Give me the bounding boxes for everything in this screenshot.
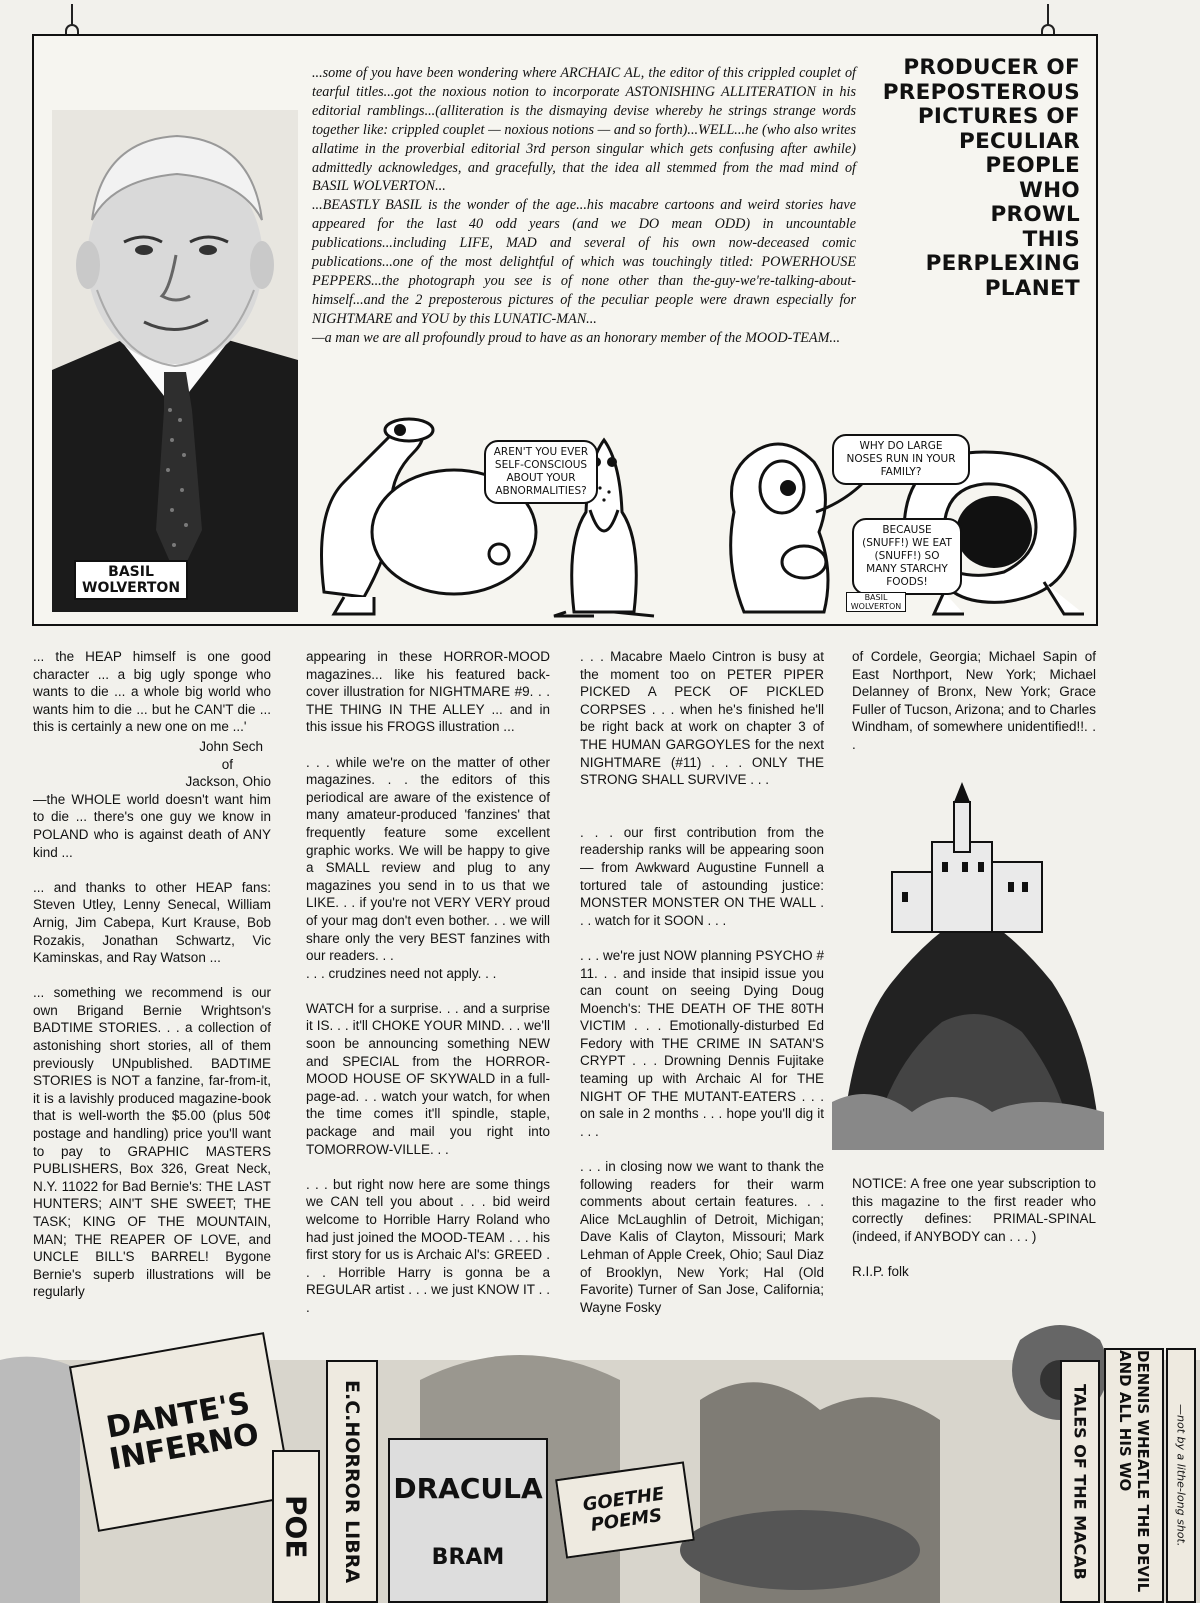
castle-on-cliff-illustration [832,782,1104,1150]
hanger-hook-right [1041,4,1055,34]
notice-paragraph: NOTICE: A free one year subscription to this magazine to the first reader who correctly defines: PRIMAL-SPINAL (indeed, if ANYBODY can . . . ) [852,1176,1096,1244]
cartoon-creatures [304,392,1094,618]
text-column-4 [852,648,1096,771]
intro-paragraph: ...some of you have been wondering where ARCHAIC AL, the editor of this crippled couplet of tearful titles...got the noxious notion to incorporate ASTONISHING ALLITERATION in his editorial ramblings...(alliteration is the dismaying devise whereby he strings strange words together like: crippled couplet — noxious notions — and so forth)...WELL...he (who also writes allatime in the proverbial editorial 3rd person singular which gets confusing after awhile) admittedly acknowledges, and gracefully, that the idea all stemmed from the mad mind of BASIL WOLVERTON... [312,65,856,195]
wolverton-cartoon [304,392,1094,618]
book-poe: POE [272,1450,320,1603]
feature-headline: PRODUCER OF PREPOSTEROUS PICTURES OF PECULIAR PEOPLE WHO PROWL THIS PERPLEXING PLANET [882,55,1080,301]
column-paragraph: . . . Macabre Maelo Cintron is busy at the moment too on PETER PIPER PICKED A PECK OF PICKLED CORPSES . . . when he's finished he'll be right back at work on chapter 3 of THE HUMAN GARGOYLES for the next NIGHTMARE (#11) . . . ONLY THE STRONG SHALL SURVIVE . . . [580,649,824,788]
text-column-2 [306,648,550,1334]
text-column-3 [580,648,824,1334]
column-paragraph: . . . our first contribution from the readership ranks will be appearing soon — from Awkward Augustine Funnell a tortured tale of astounding justice: MONSTER MONSTER ON THE WALL . . . watch for it SOON . . . [580,824,824,928]
text-column-4-lower [852,1175,1096,1298]
column-paragraph: . . . we're just NOW planning PSYCHO # 11. . . and inside that insipid issue you can count on seeing Dying Doug Moench's: THE DEATH OF THE 80TH VICTIM . . . Emotionally-disturbed Ed Fedory with THE CRIME IN SATAN'S CRYPT . . . Drowning Dennis Fujitake teaming up with Archaic Al for THE NIGHT OF THE MUTANT-EATERS . . . on sale in 2 months . . . hope you'll dig it . . . [580,947,824,1139]
intro-paragraph: ...BEASTLY BASIL is the wonder of the age...his macabre cartoons and weird stories have appeared for the last 40 odd years (and we DO mean ODD) in uncountable publications...including LIFE, MAD and several of his own now-deceased comic publications...one of the most delightful of which was touchingly titled: POWERHOUSE PEPPERS...the photograph you see is of none other than the-guy-we're-talking-about-himself...and the 2 preposterous pictures of the peculiar people were drawn especially for NIGHTMARE and YOU by this LUNATIC-MAN... [312,197,856,327]
photo-signature-label: BASIL WOLVERTON [74,560,188,600]
book-dantes-inferno: DANTE'S INFERNO [69,1332,293,1532]
thanks-paragraph: ... and thanks to other HEAP fans: Steven Utley, Lenny Senecal, William Arnig, Jim Cabepa, Kurt Krause, Bob Rozakis, Jonathan Schwartz, Vic Kaminskas, and Ray Watson ... [33,879,271,966]
bookshelf-illustration [0,1320,1200,1603]
letter-signature-place: Jackson, Ohio [185,774,271,790]
column-paragraph: appearing in these HORROR-MOOD magazines... like his featured back-cover illustration for NIGHTMARE #9. . . THE THING IN THE ALLEY ... and in this issue his FROGS illustration ... [306,649,550,735]
editor-reply: —the WHOLE world doesn't want him to die ... there's one guy we know in POLAND who is against death of ANY kind ... [33,791,271,860]
book-dracula: DRACULA BRAM [388,1438,548,1603]
column-paragraph: . . . crudzines need not apply. . . [306,965,497,981]
intro-text [312,64,856,348]
column-paragraph: . . . while we're on the matter of other magazines. . . the editors of this periodical are aware of the existence of many amateur-produced 'fanzines' that frequently feature some excellent graphic works. We will be happy to give a SMALL review and plug to any magazines you send in to us that we LIKE. . . if you're not VERY VERY proud of your mag don't even bother. . . we will share only the very BEST fanzines with our readers. . . [306,754,550,964]
column-paragraph: . . . but right now here are some things we CAN tell you about . . . bid weird welcome to Horrible Harry Roland who had just joined the MOOD-TEAM . . . his first story for us is Archaic Al's: GREED . . . Horrible Harry is gonna be a REGULAR artist . . . we just KNOW IT . . . [306,1176,550,1315]
text-column-1 [33,648,271,1319]
book-dennis-wheatley: DENNIS WHEATLE THE DEVIL AND ALL HIS WO [1104,1348,1164,1603]
book-tales-of-the-macabre: TALES OF THE MACAB [1060,1360,1100,1603]
letter-signature-name: John Sech [199,738,263,754]
portrait-illustration [52,110,298,612]
book-ec-horror-library: E.C.HORROR LIBRA [326,1360,378,1603]
editorial-feature-box [32,34,1098,626]
letter-signature-of: of [221,756,233,772]
column-paragraph: . . . in closing now we want to thank the following readers for their warm comments about certain features. . . Alice McLaughlin of Detroit, Michigan; Dave Kalis of Clayton, Missouri; Mark Lehman of Apple Creek, Ohio; Saul Diaz of Brooklyn, New York; Hal (Old Favorite) Turner of San Jose, California; Wayne Fosky [580,1159,824,1315]
hanger-hook-left [65,4,79,34]
portrait-photo [52,110,298,612]
recommendation-paragraph: ... something we recommend is our own Brigand Bernie Wrightson's BADTIME STORIES. . . a collection of astonishing short stories, all of them previously UNpublished. BADTIME STORIES is NOT a fanzine, far-from-it, it is a lavishly produced magazine-book that is well-worth the $5.00 (plus 50¢ postage and handling) price you'll want to pay to GRAPHIC MASTERS PUBLISHERS, Box 326, Great Neck, N.Y. 11022 for Bad Bernie's: THE LAST HUNTERS; AIN'T SHE SWEET; THE TASK; KING OF THE MOUNTAIN, MAN; THE REAPER OF LOVE, and UNCLE BILL'S BARREL! Bygone Bernie's superb illustrations will be regularly [33,985,271,1300]
cartoon-signature: BASIL WOLVERTON [846,592,906,612]
speech-bubble: BECAUSE (SNUFF!) WE EAT (SNUFF!) SO MANY STARCHY FOODS! [852,518,962,595]
letter-text: ... the HEAP himself is one good character ... a big ugly sponge who wants to die ... a whole big world who wants him to die ... but he CAN'T die ... this is certainly a new one on me ...' [33,649,271,735]
speech-bubble: WHY DO LARGE NOSES RUN IN YOUR FAMILY? [832,434,970,485]
column-paragraph: WATCH for a surprise. . . and a surprise it IS. . . it'll CHOKE YOUR MIND. . . we'll soon be announcing something NEW and SPECIAL from the HORROR-MOOD HOUSE OF SKYWALD in a full-page-ad. . . watch your watch, for when the time comes it'll spindle, staple, package and mail you right into TOMORROW-VILLE. . . [306,1000,550,1157]
column-paragraph: of Cordele, Georgia; Michael Sapin of East Northport, New York; Michael Delanney of Bronx, New York; Grace Fuller of Tucson, Arizona; and to Charles Windham, of somewhere unidentified!!. . . [852,649,1096,752]
book-goethe-poems: GOETHE POEMS [555,1461,695,1558]
intro-paragraph: —a man we are all profoundly proud to have as an honorary member of the MOOD-TEAM... [312,329,841,346]
signoff-text: R.I.P. folk [852,1263,909,1279]
speech-bubble: AREN'T YOU EVER SELF-CONSCIOUS ABOUT YOUR ABNORMALITIES? [484,440,598,504]
book-lithe-long-shot: —not by a lithe-long shot. [1166,1348,1196,1603]
